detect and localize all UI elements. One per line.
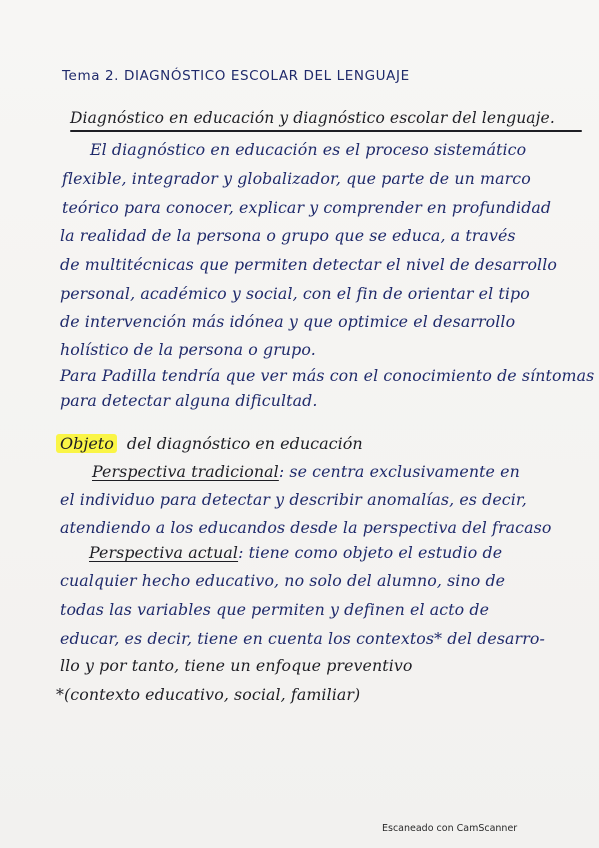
- traditional-perspective-label: Perspectiva tradicional: [92, 462, 279, 481]
- traditional-line-2: el individuo para detectar y describir anomalías, es decir,: [60, 490, 527, 509]
- paragraph-1-line-6: personal, académico y social, con el fin de orientar el tipo: [60, 284, 530, 303]
- paragraph-1-line-1: El diagnóstico en educación es el proceso sistemático: [90, 140, 527, 159]
- document-subtitle: Diagnóstico en educación y diagnóstico escolar del lenguaje.: [70, 109, 555, 127]
- current-line-5: llo y por tanto, tiene un enfoque preventivo: [60, 656, 413, 675]
- paragraph-1-line-2: flexible, integrador y globalizador, que parte de un marco: [62, 169, 531, 188]
- current-line-4: educar, es decir, tiene en cuenta los contextos* del desarro-: [60, 629, 545, 648]
- highlighted-word: Objeto: [56, 434, 117, 453]
- paragraph-2-line-1: Para Padilla tendría que ver más con el conocimiento de síntomas: [60, 366, 595, 385]
- context-note: *(contexto educativo, social, familiar): [56, 685, 361, 704]
- scanner-watermark: Escaneado con CamScanner: [382, 823, 518, 834]
- current-line-1: [89, 543, 502, 562]
- section-heading-rest: del diagnóstico en educación: [126, 434, 363, 453]
- section-heading: [56, 434, 363, 458]
- paragraph-1-line-3: teórico para conocer, explicar y comprender en profundidad: [62, 198, 552, 217]
- current-line-2: cualquier hecho educativo, no solo del alumno, sino de: [60, 571, 506, 590]
- traditional-line-3: atendiendo a los educandos desde la perspectiva del fracaso: [60, 518, 552, 537]
- current-line-1-rest: : tiene como objeto el estudio de: [238, 543, 503, 562]
- paragraph-1-line-5: de multitécnicas que permiten detectar el nivel de desarrollo: [60, 255, 557, 274]
- traditional-line-1: [92, 462, 520, 481]
- paragraph-1-line-7: de intervención más idónea y que optimice el desarrollo: [60, 312, 516, 331]
- traditional-line-1-rest: : se centra exclusivamente en: [278, 462, 520, 481]
- current-perspective-label: Perspectiva actual: [89, 543, 239, 562]
- paragraph-1-line-4: la realidad de la persona o grupo que se educa, a través: [60, 226, 516, 245]
- subtitle-underline: [70, 130, 582, 132]
- paragraph-1-line-8: holístico de la persona o grupo.: [60, 340, 316, 359]
- current-line-3: todas las variables que permiten y definen el acto de: [60, 600, 490, 619]
- document-title: Tema 2. DIAGNÓSTICO ESCOLAR DEL LENGUAJE: [62, 68, 410, 84]
- paragraph-2-line-2: para detectar alguna dificultad.: [60, 391, 318, 410]
